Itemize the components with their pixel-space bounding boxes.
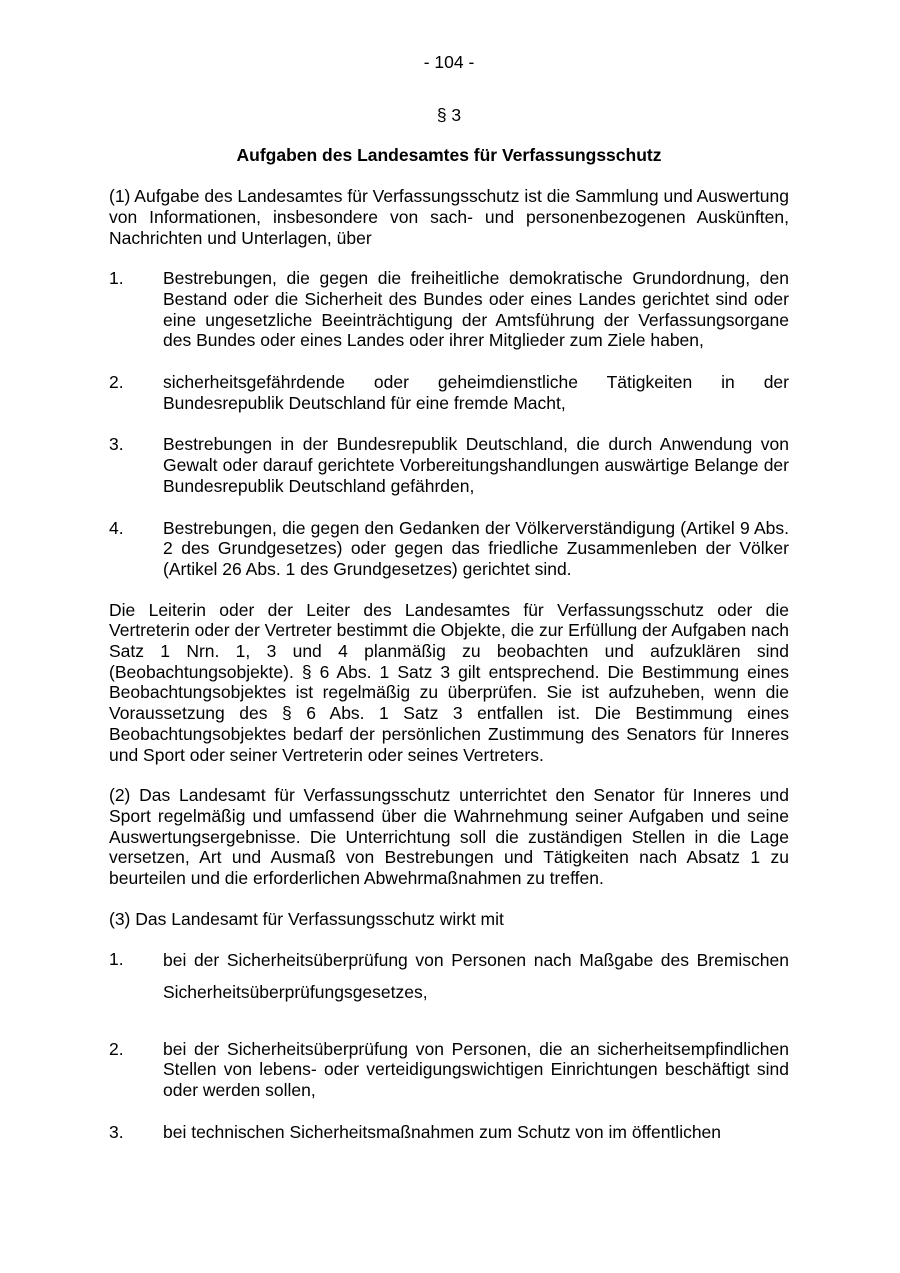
list-item-number: 3. (109, 434, 124, 455)
list-item-number: 4. (109, 517, 124, 538)
list-item-number: 2. (109, 1038, 124, 1059)
list-item-text: Bestrebungen, die gegen die freiheitliche demokratische Grundordnung, den Bestand oder die Sicherheit des Bundes oder eines Landes gerichtet sind oder eine ungesetzliche Beeinträchtigung der Amtsführung der Verfassungsorgane des Bundes oder eines Landes oder ihrer Mitglieder zum Ziele haben, (163, 268, 789, 351)
document-page (109, 52, 789, 1142)
section-mark: § 3 (436, 104, 462, 125)
list-item (109, 950, 789, 1008)
paragraph-1-list (109, 268, 789, 579)
paragraph-3-list (109, 950, 789, 1143)
list-item-number: 1. (109, 268, 124, 289)
section-title: Aufgaben des Landesamtes für Verfassungsschutz (236, 145, 662, 166)
list-item (109, 372, 789, 413)
list-item-number: 2. (109, 372, 124, 393)
list-item (109, 434, 789, 496)
list-item-number: 3. (109, 1121, 124, 1142)
list-item-text: bei der Sicherheitsüberprüfung von Personen nach Maßgabe des Bremischen Sicherheitsüberprüfungsgesetzes, (163, 949, 789, 1002)
list-item-text: Bestrebungen, die gegen den Gedanken der Völkerverständigung (Artikel 9 Abs. 2 des Grundgesetzes) oder gegen das friedliche Zusammenleben der Völker (Artikel 26 Abs. 1 des Grundgesetzes) gerichtet sind. (163, 517, 789, 579)
list-item (109, 1122, 789, 1143)
list-item (109, 268, 789, 351)
list-item (109, 518, 789, 580)
list-item-text: bei technischen Sicherheitsmaßnahmen zum Schutz von im öffentlichen (163, 1121, 722, 1142)
paragraph-2: (2) Das Landesamt für Verfassungsschutz unterrichtet den Senator für Inneres und Sport regelmäßig und umfassend über die Wahrnehmung seiner Aufgaben und seine Auswertungsergebnisse. Die Unterrichtung soll die zuständigen Stellen in die Lage versetzen, Art und Ausmaß von Bestrebungen und Tätigkeiten nach Absatz 1 zu beurteilen und die erforderlichen Abwehrmaßnahmen zu treffen. (109, 785, 789, 889)
paragraph-3-intro: (3) Das Landesamt für Verfassungsschutz wirkt mit (109, 908, 504, 929)
paragraph-1-closing: Die Leiterin oder der Leiter des Landesamtes für Verfassungsschutz oder die Vertreterin oder der Vertreter bestimmt die Objekte, die zur Erfüllung der Aufgaben nach Satz 1 Nrn. 1, 3 und 4 planmäßig zu beobachten und aufzuklären sind (Beobachtungsobjekte). § 6 Abs. 1 Satz 3 gilt entsprechend. Die Bestimmung eines Beobachtungsobjektes ist regelmäßig zu überprüfen. Sie ist aufzuheben, wenn die Voraussetzung des § 6 Abs. 1 Satz 3 entfallen ist. Die Bestimmung eines Beobachtungsobjektes bedarf der persönlichen Zustimmung des Senators für Inneres und Sport oder seiner Vertreterin oder seines Vertreters. (109, 599, 789, 765)
list-item-number: 1. (109, 948, 124, 969)
paragraph-1-intro: (1) Aufgabe des Landesamtes für Verfassungsschutz ist die Sammlung und Auswertung von Informationen, insbesondere von sach- und personenbezogenen Auskünften, Nachrichten und Unterlagen, über (109, 186, 789, 248)
list-item-text: sicherheitsgefährdende oder geheimdienstliche Tätigkeiten in der Bundesrepublik Deutschland für eine fremde Macht, (163, 372, 789, 413)
list-item (109, 1039, 789, 1101)
list-item-text: Bestrebungen in der Bundesrepublik Deutschland, die durch Anwendung von Gewalt oder darauf gerichtete Vorbereitungshandlungen auswärtige Belange der Bundesrepublik Deutschland gefährden, (163, 434, 789, 496)
list-item-text: bei der Sicherheitsüberprüfung von Personen, die an sicherheitsempfindlichen Stellen von lebens- oder verteidigungswichtigen Einrichtungen beschäftigt sind oder werden sollen, (163, 1038, 789, 1100)
page-number: - 104 - (423, 52, 475, 72)
